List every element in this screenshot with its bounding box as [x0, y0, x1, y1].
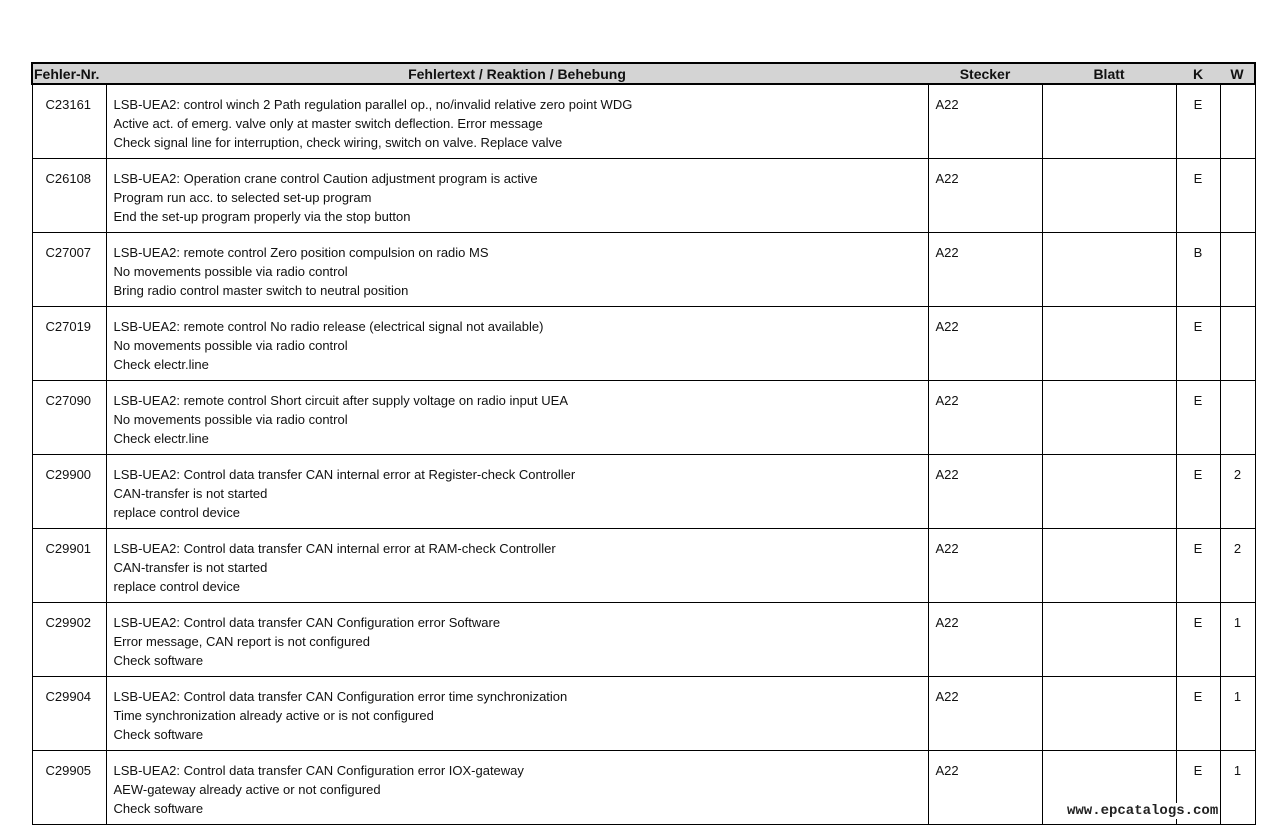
error-text-line: LSB-UEA2: remote control No radio release (electrical signal not available)	[113, 318, 544, 334]
remedy-text-line: Check software	[113, 726, 204, 742]
k-cell: E	[1176, 528, 1220, 602]
reaction-text-line: CAN-transfer is not started	[113, 485, 268, 501]
error-text-cell	[106, 306, 928, 380]
k-cell: E	[1176, 84, 1220, 158]
error-number-cell: C27019	[32, 306, 106, 380]
k-cell: E	[1176, 306, 1220, 380]
k-cell: E	[1176, 454, 1220, 528]
table-row	[32, 232, 1255, 306]
w-cell: 1	[1220, 750, 1255, 824]
table-row	[32, 158, 1255, 232]
reaction-text-line: Program run acc. to selected set-up program	[113, 189, 372, 205]
sheet-cell	[1042, 306, 1176, 380]
table-row	[32, 380, 1255, 454]
connector-cell: A22	[928, 528, 1042, 602]
connector-cell: A22	[928, 454, 1042, 528]
k-cell: E	[1176, 602, 1220, 676]
remedy-text-line: Check signal line for interruption, check wiring, switch on valve. Replace valve	[113, 135, 563, 150]
remedy-text-line: End the set-up program properly via the stop button	[113, 208, 411, 224]
w-cell: 2	[1220, 454, 1255, 528]
remedy-text-line: Bring radio control master switch to neutral position	[113, 282, 409, 298]
connector-cell: A22	[928, 380, 1042, 454]
table-body	[32, 84, 1255, 824]
k-cell: E	[1176, 158, 1220, 232]
k-cell: E	[1176, 750, 1220, 824]
connector-cell: A22	[928, 676, 1042, 750]
w-cell	[1220, 232, 1255, 306]
error-text-cell	[106, 454, 928, 528]
remedy-text-line: Check software	[113, 652, 204, 668]
header-connector: Stecker	[928, 63, 1042, 84]
error-text-line: LSB-UEA2: Control data transfer CAN Configuration error IOX-gateway	[113, 762, 524, 778]
error-text-cell	[106, 750, 928, 824]
w-cell: 1	[1220, 602, 1255, 676]
header-k: K	[1176, 63, 1220, 84]
w-cell	[1220, 380, 1255, 454]
sheet-cell	[1042, 676, 1176, 750]
table-row	[32, 306, 1255, 380]
remedy-text-line: Check software	[113, 800, 204, 816]
sheet-cell	[1042, 528, 1176, 602]
error-text-cell	[106, 158, 928, 232]
sheet-cell	[1042, 602, 1176, 676]
error-number-cell: C29902	[32, 602, 106, 676]
error-number-cell: C29900	[32, 454, 106, 528]
connector-cell: A22	[928, 232, 1042, 306]
reaction-text-line: No movements possible via radio control	[113, 263, 348, 279]
reaction-text-line: No movements possible via radio control	[113, 411, 348, 427]
table-header	[32, 63, 1255, 84]
connector-cell: A22	[928, 306, 1042, 380]
remedy-text-line: Check electr.line	[113, 430, 209, 446]
reaction-text-line: Active act. of emerg. valve only at master switch deflection. Error message	[113, 116, 543, 131]
error-code-sheet	[31, 62, 1254, 825]
error-text-line: LSB-UEA2: Control data transfer CAN Configuration error Software	[113, 614, 501, 630]
error-text-line: LSB-UEA2: Control data transfer CAN internal error at RAM-check Controller	[113, 540, 556, 556]
sheet-cell	[1042, 380, 1176, 454]
reaction-text-line: AEW-gateway already active or not configured	[113, 781, 381, 797]
error-text-line: LSB-UEA2: Operation crane control Caution adjustment program is active	[113, 170, 538, 186]
remedy-text-line: replace control device	[113, 578, 240, 594]
watermark-text: www.epcatalogs.com	[1067, 803, 1219, 819]
sheet-cell	[1042, 232, 1176, 306]
reaction-text-line: CAN-transfer is not started	[113, 559, 268, 575]
w-cell: 2	[1220, 528, 1255, 602]
table-row	[32, 528, 1255, 602]
error-number-cell: C29904	[32, 676, 106, 750]
error-text-cell	[106, 528, 928, 602]
table-row	[32, 84, 1255, 158]
error-text-line: LSB-UEA2: control winch 2 Path regulation parallel op., no/invalid relative zero point WDG	[113, 97, 633, 112]
table-row	[32, 454, 1255, 528]
connector-cell: A22	[928, 750, 1042, 824]
remedy-text-line: replace control device	[113, 504, 240, 520]
header-error-number: Fehler-Nr.	[32, 63, 106, 84]
error-text-cell	[106, 602, 928, 676]
w-cell: 1	[1220, 676, 1255, 750]
error-text-line: LSB-UEA2: remote control Zero position compulsion on radio MS	[113, 244, 489, 260]
k-cell: E	[1176, 676, 1220, 750]
k-cell: B	[1176, 232, 1220, 306]
error-text-line: LSB-UEA2: Control data transfer CAN Configuration error time synchronization	[113, 688, 568, 704]
w-cell	[1220, 306, 1255, 380]
reaction-text-line: No movements possible via radio control	[113, 337, 348, 353]
header-w: W	[1220, 63, 1255, 84]
sheet-cell	[1042, 454, 1176, 528]
reaction-text-line: Time synchronization already active or is not configured	[113, 707, 434, 723]
connector-cell: A22	[928, 84, 1042, 158]
error-text-cell	[106, 380, 928, 454]
remedy-text-line: Check electr.line	[113, 356, 209, 372]
header-error-text: Fehlertext / Reaktion / Behebung	[106, 63, 928, 84]
k-cell: E	[1176, 380, 1220, 454]
reaction-text-line: Error message, CAN report is not configured	[113, 633, 370, 649]
error-text-line: LSB-UEA2: remote control Short circuit after supply voltage on radio input UEA	[113, 392, 568, 408]
sheet-cell	[1042, 158, 1176, 232]
connector-cell: A22	[928, 602, 1042, 676]
w-cell	[1220, 158, 1255, 232]
table-row	[32, 676, 1255, 750]
header-sheet: Blatt	[1042, 63, 1176, 84]
error-number-cell: C29901	[32, 528, 106, 602]
error-number-cell: C26108	[32, 158, 106, 232]
connector-cell: A22	[928, 158, 1042, 232]
w-cell	[1220, 84, 1255, 158]
error-text-cell	[106, 232, 928, 306]
error-number-cell: C27007	[32, 232, 106, 306]
table-row	[32, 602, 1255, 676]
sheet-cell	[1042, 84, 1176, 158]
error-number-cell: C29905	[32, 750, 106, 824]
error-text-cell	[106, 676, 928, 750]
error-code-table	[31, 62, 1256, 825]
error-number-cell: C23161	[32, 84, 106, 158]
error-number-cell: C27090	[32, 380, 106, 454]
header-row	[32, 63, 1255, 84]
error-text-cell	[106, 84, 928, 158]
error-text-line: LSB-UEA2: Control data transfer CAN internal error at Register-check Controller	[113, 466, 576, 482]
